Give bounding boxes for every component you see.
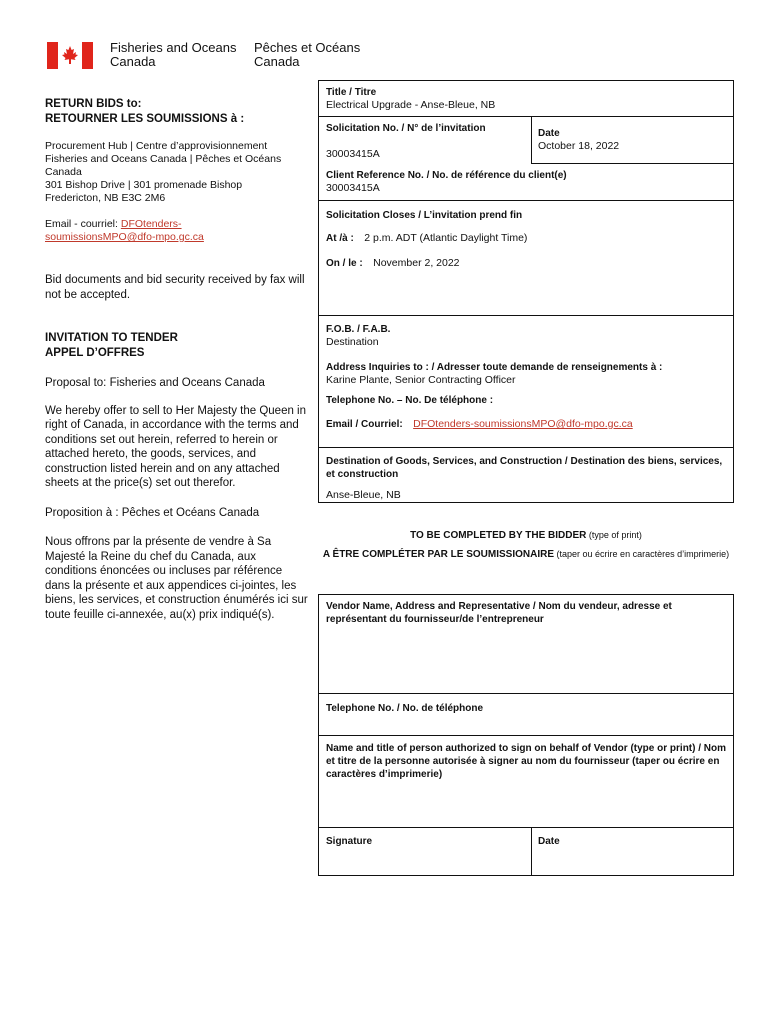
email-link[interactable]: DFOtenders-	[120, 218, 182, 230]
return-email: Email - courriel: DFOtenders- soumissionsMPO@dfo-mpo.gc.ca	[45, 218, 204, 243]
return-address: Procurement Hub | Centre d’approvisionnement Fisheries and Oceans Canada | Pêches et Océans Canada 301 Bishop Drive | 301 promenade Bishop Fredericton, NB E3C 2M6	[45, 140, 282, 204]
closing-date-value: November 2, 2022	[373, 257, 460, 269]
client-reference-value: 30003415A	[326, 182, 380, 194]
solicitation-number-value: 30003415A	[326, 148, 380, 160]
signature-field[interactable]: Signature	[326, 836, 373, 847]
signature-date-field[interactable]: Date	[538, 836, 560, 847]
return-bids-heading-en: RETURN BIDS to:	[45, 98, 142, 110]
fax-notice: Bid documents and bid security received by fax will not be accepted.	[45, 274, 305, 301]
bidder-instructions: TO BE COMPLETED BY THE BIDDER (type of print) A ÊTRE COMPLÉTER PAR LE SOUMISSIONAIRE (taper ou écrire en caractères d’imprimerie)	[322, 530, 730, 560]
title-field: Title / Titre Electrical Upgrade - Anse-Bleue, NB	[326, 86, 726, 112]
at-label: At /à :	[326, 233, 354, 244]
proposal-to-en: Proposal to: Fisheries and Oceans Canada	[45, 377, 265, 389]
vendor-name-field[interactable]: Vendor Name, Address and Representative / Nom du vendeur, adresse et représentant du fournisseur/de l’entrepreneur	[326, 601, 672, 625]
email-link-continued[interactable]: soumissionsMPO@dfo-mpo.gc.ca	[45, 231, 204, 243]
authorized-person-field[interactable]: Name and title of person authorized to sign on behalf of Vendor (type or print) / Nom et titre de la personne autorisée à signer au nom du fournisseur (taper ou écrire en caractères d’imprimerie)	[326, 743, 727, 780]
inquiries-contact-value: Karine Plante, Senior Contracting Officer	[326, 374, 516, 386]
solicitation-closes-field: Solicitation Closes / L’invitation prend fin At /à : 2 p.m. ADT (Atlantic Daylight Time) On / le : November 2, 2022	[326, 210, 528, 269]
title-value: Electrical Upgrade - Anse-Bleue, NB	[326, 99, 496, 111]
on-label: On / le :	[326, 258, 363, 269]
offer-text-fr: Nous offrons par la présente de vendre à Sa Majesté la Reine du chef du Canada, aux conditions énoncées ou incluses par référence dans la présente et aux appendices ci-jointes, les biens, les services, et construction énumérés ici sur toute feuille ci-annexée, au(x) prix indiqué(s).	[45, 536, 308, 621]
return-bids-heading-fr: RETOURNER LES SOUMISSIONS à :	[45, 112, 245, 125]
canada-flag-icon	[47, 42, 93, 69]
vendor-telephone-field[interactable]: Telephone No. / No. de téléphone	[326, 703, 484, 714]
date-value: October 18, 2022	[538, 140, 620, 152]
inquiries-email-label: Email / Courriel:	[326, 419, 403, 430]
itt-heading-fr: APPEL D’OFFRES	[45, 346, 145, 359]
client-reference-field: Client Reference No. / No. de référence du client(e) 30003415A	[326, 169, 726, 195]
department-name-fr: Pêches et Océans Canada	[254, 40, 361, 69]
telephone-label: Telephone No. – No. De téléphone :	[326, 395, 494, 406]
itt-heading-en: INVITATION TO TENDER	[45, 332, 178, 344]
destination-value: Anse-Bleue, NB	[326, 489, 401, 501]
solicitation-number-field: Solicitation No. / N° de l’invitation 30003415A	[326, 122, 531, 161]
destination-field: Destination of Goods, Services, and Construction / Destination des biens, services, et construction Anse-Bleue, NB	[326, 455, 731, 502]
offer-text-en: We hereby offer to sell to Her Majesty the Queen in right of Canada, in accordance with the terms and conditions set out herein, referred to herein or attached hereto, the goods, services, and construction listed herein and on any attached sheets at the price(s) set out therefor.	[45, 404, 307, 489]
date-field: Date October 18, 2022	[538, 127, 728, 153]
fob-value: Destination	[326, 336, 379, 348]
department-name-en: Fisheries and Oceans Canada	[110, 40, 237, 69]
inquiries-field: Address Inquiries to : / Adresser toute demande de renseignements à : Karine Plante, Senior Contracting Officer Telephone No. – No. De téléphone : Email / Courriel: DFOtenders-soumissionsMPO@dfo-mpo.gc.ca	[326, 361, 731, 432]
fob-field: F.O.B. / F.A.B. Destination	[326, 323, 726, 349]
proposal-to-fr: Proposition à : Pêches et Océans Canada	[45, 506, 260, 519]
inquiries-email-link[interactable]: DFOtenders-soumissionsMPO@dfo-mpo.gc.ca	[413, 418, 633, 430]
closing-time-value: 2 p.m. ADT (Atlantic Daylight Time)	[364, 232, 528, 244]
left-column	[45, 97, 310, 622]
